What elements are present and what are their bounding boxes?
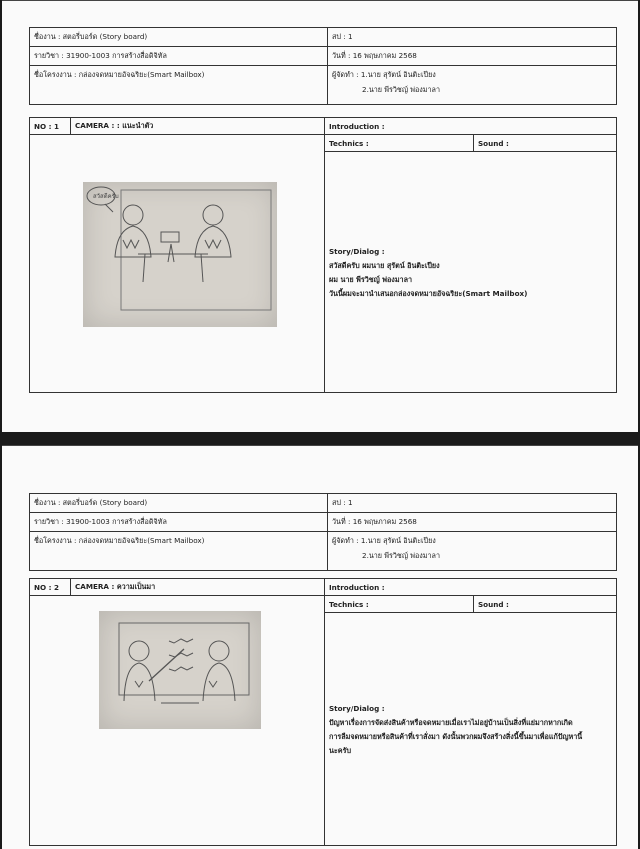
dialog-line: นะครับ [329,746,352,755]
project-value: กล่องจดหมายอัจฉริยะ(Smart Mailbox) [78,536,205,545]
director-1: 1.นาย สุรัตน์ อินติะเปียง [360,70,436,79]
dialog-line: การลืมจดหมายหรือสินค้าที่เราสั่งมา ดังนั้นพวกผมจึงสร้างสิ่งนี้ขึ้นมาเพื่อแก้ปัญหานี้ [329,732,583,741]
storyboard-page-2 [2,445,638,849]
story-cell [325,613,617,846]
technics-label: Technics : [325,596,474,613]
directors-cell [328,532,617,571]
work-value: สตอรี่บอร์ด (Story board) [62,31,148,41]
camera-label: CAMERA : : แนะนำตัว [71,118,325,135]
header-table [29,27,617,105]
sound-label: Sound : [474,596,617,613]
project-cell [30,532,328,571]
shot-no: NO : 2 [30,579,71,596]
sound-label: Sound : [474,135,617,152]
course-cell [30,513,328,532]
storyboard-page-1 [2,0,638,432]
class-value: 1 [347,497,353,507]
work-cell [30,28,328,47]
date-label: วันที่ : [332,50,351,60]
work-label: ชื่องาน : [34,497,61,507]
project-value: กล่องจดหมายอัจฉริยะ(Smart Mailbox) [78,70,205,79]
directors-label: ผู้จัดทำ : [332,70,359,79]
dialog-line: ผม นาย พีรวิชญ์ พ่องมาลา [329,275,413,284]
camera-label: CAMERA : ความเป็นมา [71,579,325,596]
dialog-line: วันนี้ผมจะมานำเสนอกล่องจดหมายอัจฉริยะ(Smart Mailbox) [329,289,528,298]
introduction-label: Introduction : [325,118,617,135]
date-cell [328,47,617,66]
course-label: รายวิชา : [34,50,64,60]
sketch-image-2 [99,611,261,729]
shot-no: NO : 1 [30,118,71,135]
date-label: วันที่ : [332,516,351,526]
date-value: 16 พฤษภาคม 2568 [352,50,417,60]
date-cell [328,513,617,532]
pencil-sketch-introduction [83,182,277,327]
work-value: สตอรี่บอร์ด (Story board) [62,497,148,507]
class-cell [328,28,617,47]
story-cell [325,152,617,393]
work-cell [30,494,328,513]
director-1: 1.นาย สุรัตน์ อินติะเปียง [360,536,436,545]
course-cell [30,47,328,66]
dialog-line: สวัสดีครับ ผมนาย สุรัตน์ อินติะเปียง [329,261,440,270]
project-label: ชื่อโครงงาน : [34,536,77,545]
date-value: 16 พฤษภาคม 2568 [352,516,417,526]
class-label: สป : [332,31,346,41]
project-label: ชื่อโครงงาน : [34,70,77,79]
directors-label: ผู้จัดทำ : [332,536,359,545]
story-label: Story/Dialog : [329,704,385,713]
story-label: Story/Dialog : [329,247,385,256]
header-table [29,493,617,571]
sketch-bubble-text: สวัสดีครับ [93,193,119,200]
course-label: รายวิชา : [34,516,64,526]
project-cell [30,66,328,105]
directors-cell [328,66,617,105]
work-label: ชื่องาน : [34,31,61,41]
director-2: 2.นาย พีรวิชญ์ พ่องมาลา [362,551,441,560]
sketch-image-1 [83,182,277,327]
course-value: 31900-1003 การสร้างสื่อดิจิทัล [66,516,167,526]
technics-label: Technics : [325,135,474,152]
class-label: สป : [332,497,346,507]
class-value: 1 [347,31,353,41]
director-2: 2.นาย พีรวิชญ์ พ่องมาลา [362,85,441,94]
dialog-line: ปัญหาเรื่องการจัดส่งสินค้าหรือจดหมายเมื่อเราไม่อยู่บ้านเป็นสิ่งที่แย่มากหากเกิด [329,718,573,727]
course-value: 31900-1003 การสร้างสื่อดิจิทัล [66,50,167,60]
pencil-sketch-background [99,611,261,729]
introduction-label: Introduction : [325,579,617,596]
class-cell [328,494,617,513]
